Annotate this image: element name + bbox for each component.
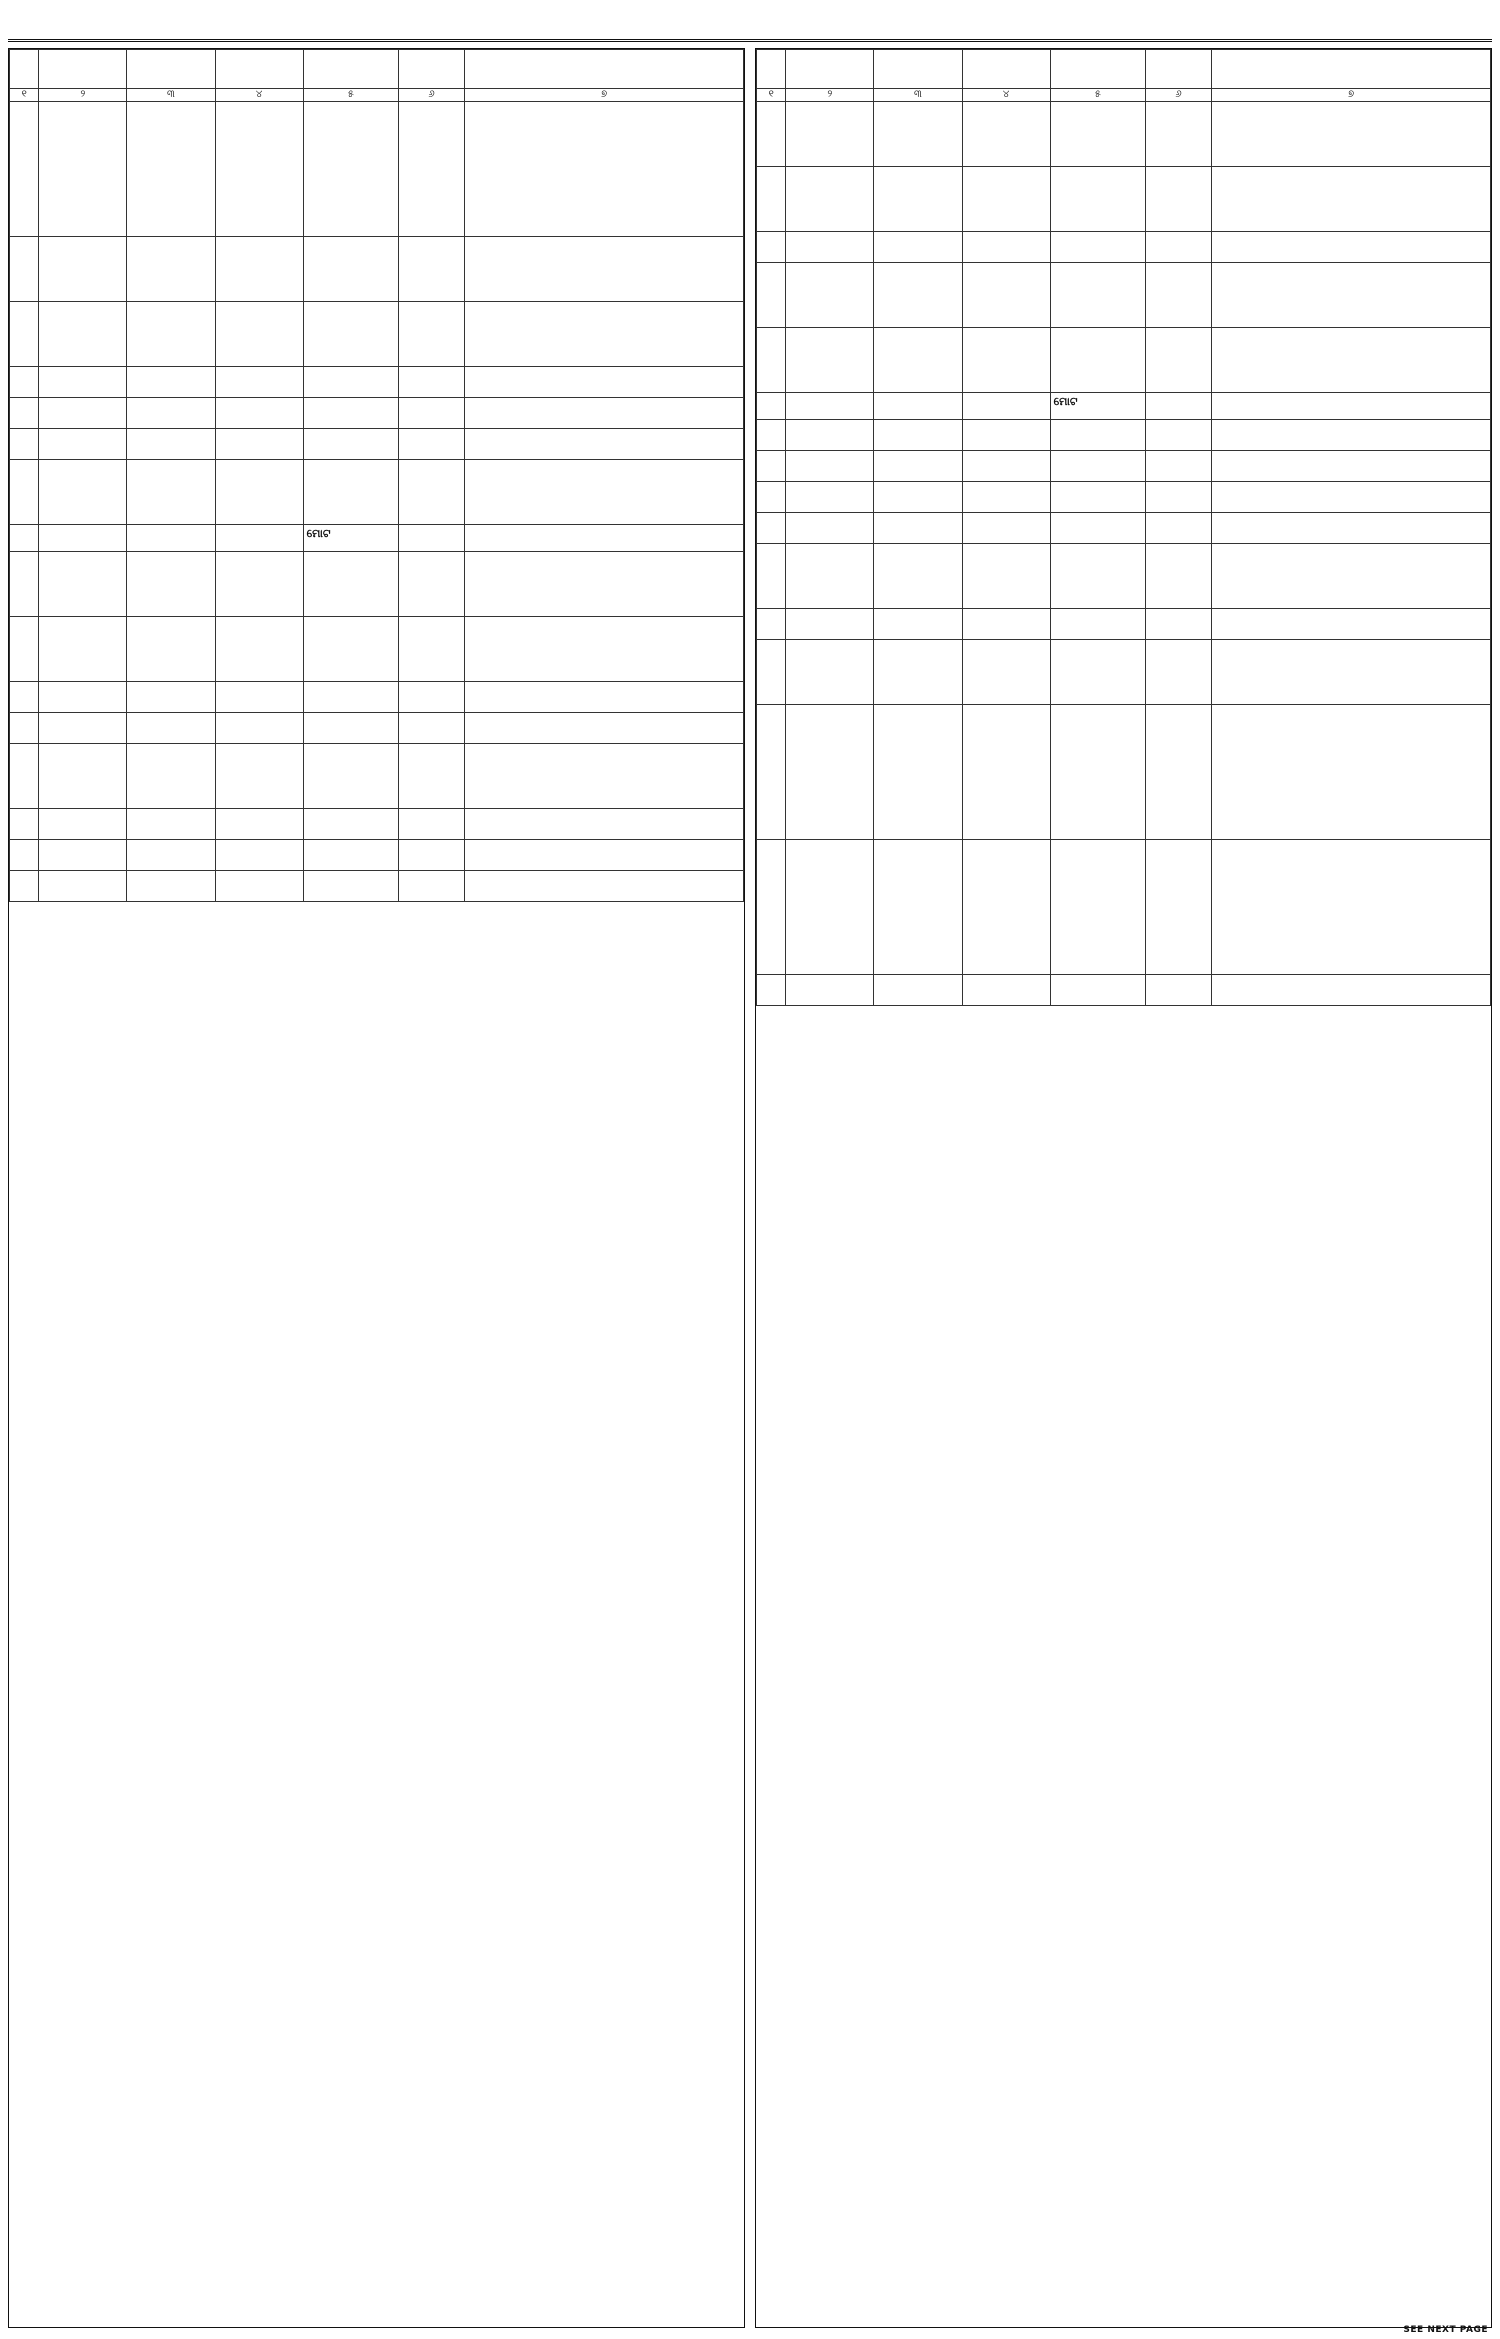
header-village: [786, 50, 874, 89]
table-row: [757, 513, 1491, 544]
table-row: [757, 263, 1491, 328]
total-label: ମୋଟ: [303, 525, 398, 552]
col-num: ୭: [1212, 89, 1491, 102]
header-land-type: [962, 50, 1050, 89]
table-row: [10, 744, 744, 809]
table-row: [10, 713, 744, 744]
header-owner: [1212, 50, 1491, 89]
total-row: [10, 525, 744, 552]
header-land-class: [303, 50, 398, 89]
table-row: [10, 237, 744, 302]
table-row: [757, 640, 1491, 705]
table-row: [757, 840, 1491, 975]
col-num: ୬: [399, 89, 465, 102]
table-row: [757, 167, 1491, 232]
table-row: [10, 682, 744, 713]
total-row: [757, 393, 1491, 420]
table-header-row: [757, 50, 1491, 89]
table-row: [10, 460, 744, 525]
column-number-row: [757, 89, 1491, 102]
col-num: ୩: [874, 89, 962, 102]
table-body-right: [757, 102, 1491, 1006]
header-serial: [10, 50, 39, 89]
header-land-class: [1050, 50, 1145, 89]
table-row: [10, 617, 744, 682]
col-num: ୪: [215, 89, 303, 102]
table-row: [10, 871, 744, 902]
col-num: ୬: [1146, 89, 1212, 102]
table-row: [10, 367, 744, 398]
table-row: [757, 609, 1491, 640]
column-number-row: [10, 89, 744, 102]
table-row: [10, 102, 744, 237]
col-num: ୨: [39, 89, 127, 102]
col-num: ୨: [786, 89, 874, 102]
table-row: [10, 840, 744, 871]
col-num: ୧: [10, 89, 39, 102]
table-header-row: [10, 50, 744, 89]
header-plot-no: [127, 50, 215, 89]
table-row: [757, 420, 1491, 451]
table-row: [10, 552, 744, 617]
header-land-type: [215, 50, 303, 89]
header-plot-no: [874, 50, 962, 89]
gazette-columns: [8, 48, 1492, 2328]
left-column: [8, 48, 745, 2328]
header-area: [399, 50, 465, 89]
table-row: [757, 705, 1491, 840]
land-table-left: [9, 49, 744, 902]
table-row: [757, 482, 1491, 513]
col-num: ୧: [757, 89, 786, 102]
col-num: ୫: [1050, 89, 1145, 102]
table-body-left: [10, 102, 744, 902]
table-row: [10, 398, 744, 429]
right-column: [755, 48, 1492, 2328]
col-num: ୭: [465, 89, 744, 102]
col-num: ୩: [127, 89, 215, 102]
table-row: [10, 809, 744, 840]
table-row: [10, 429, 744, 460]
masthead: [8, 6, 1492, 42]
header-village: [39, 50, 127, 89]
header-serial: [757, 50, 786, 89]
total-label: ମୋଟ: [1050, 393, 1145, 420]
col-num: ୪: [962, 89, 1050, 102]
table-row: [757, 451, 1491, 482]
table-row: [757, 232, 1491, 263]
col-num: ୫: [303, 89, 398, 102]
see-next-page: SEE NEXT PAGE: [1403, 2325, 1488, 2335]
table-row: [757, 544, 1491, 609]
table-row: [757, 975, 1491, 1006]
table-row: [757, 328, 1491, 393]
land-table-right: [756, 49, 1491, 1006]
header-owner: [465, 50, 744, 89]
header-area: [1146, 50, 1212, 89]
table-row: [10, 302, 744, 367]
table-row: [757, 102, 1491, 167]
